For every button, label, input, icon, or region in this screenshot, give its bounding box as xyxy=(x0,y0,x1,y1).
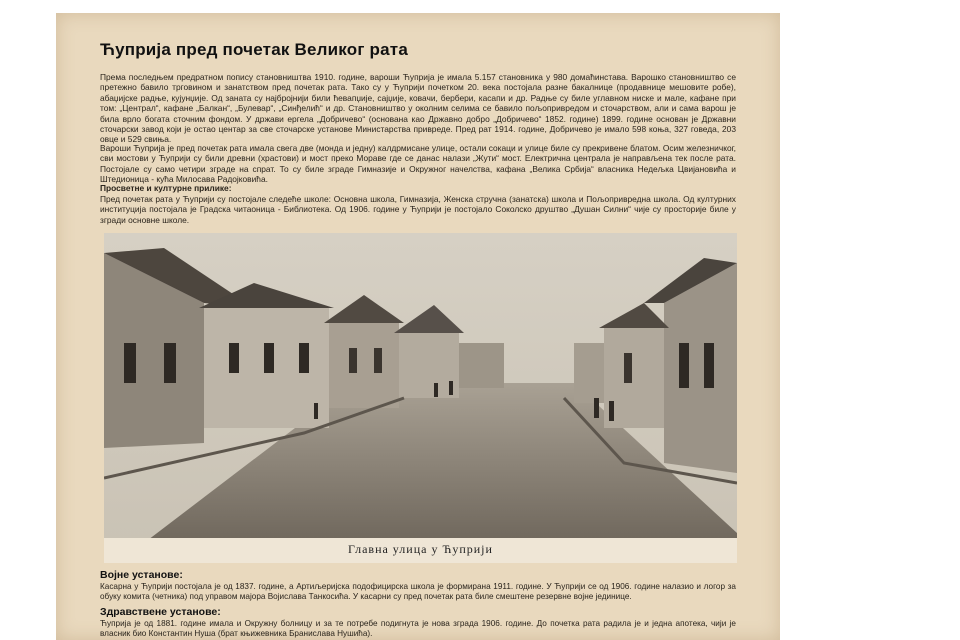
paragraph-population: Према последњем предратном попису становништва 1910. године, вароши Ћуприја је имала 5.157 становника у 980 домаћинстава. Варошко становништво се претежно бавило трговином и занатством пред почетак рата. Тако су у Ћуприји почетком 20. века постојала разне бакалнице (продавнице мешовите робе), абаџијске радње, кујунџије. Од заната су најбројнији били ћевапџије, сајџије, ковачи, бербери, касапи и др. Радње су биле углавном ниске и мале, кафане при том: „Централ“, кафане „Балкан“, „Булевар“, „Синђелић“ и др. Становништво у околним селима се бавило пољопривредом и сточарством, али и сама варош је била врло богата сточним фондом. У држави ергела „Добричево“ (основана као Државно добро „Добричево“ 1852. године) 1899. године основан је Државни сточарски завод који је остао центар за све сточарске установе Министарства привреде. Пред рат 1914. године, Добричево је имало 598 коња, 327 говеда, 203 овце и 529 свиња. xyxy=(100,72,736,145)
subheading-education: Просветне и културне прилике: xyxy=(100,183,232,193)
section-text-military: Касарна у Ћуприји постојала је од 1837. године, а Артиљеријска подофицирска школа је формирана 1911. године. У Ћуприји се од 1906. године налазио и логор за обуку комита (четника) под управом мајора Војислава Танкосића. У касарни су пред почетак рата биле смештене резервне војне јединице. xyxy=(100,582,736,602)
photo-caption: Главна улица у Ћуприји xyxy=(348,542,493,556)
paragraph-education: Пред почетак рата у Ћуприји су постојале следеће школе: Основна школа, Гимназија, Женска стручна (занатска) школа и Пољопривредна школа. Од културних институција постојала је Градска читаоница - Библиотека. Од 1906. године у Ћуприји је постојало Соколско друштво „Душан Силни“ чије су просторије биле у згради основне школе. xyxy=(100,194,736,225)
page-title: Ћуприја пред почетак Великог рата xyxy=(100,40,408,59)
section-heading-health: Здравствене установе: xyxy=(100,606,221,618)
paragraph-town: Вароши Ћуприја је пред почетак рата имала свега две (монда и једну) калдрмисане улице, остали сокаци и улице биле су прекривене блатом. Осим железничког, сви мостови у Ћуприји су били древни (храстови) и мост преко Мораве где се данас налази „Жути“ мост. Електрична централа је направљена тек после рата. Постојале су само четири зграде на спрат. То су биле зграде Гимназије и Окружног начелства, кафана „Велика Србија“ власника Недељка Цвијановића и Штедионица - кућа Милосава Радојковића. xyxy=(100,143,736,185)
street-photo-image xyxy=(104,233,737,563)
historic-street-photo xyxy=(104,233,737,563)
section-text-health: Ћуприја је од 1881. године имала и Окружну болницу и за те потребе подигнута је нова зграда 1906. године. До почетка рата радила је и једна апотека, чији је власник био Константин Нуша (брат књижевника Бранислава Нушића). xyxy=(100,619,736,639)
section-heading-military: Војне установе: xyxy=(100,569,183,581)
document-page xyxy=(56,13,780,640)
